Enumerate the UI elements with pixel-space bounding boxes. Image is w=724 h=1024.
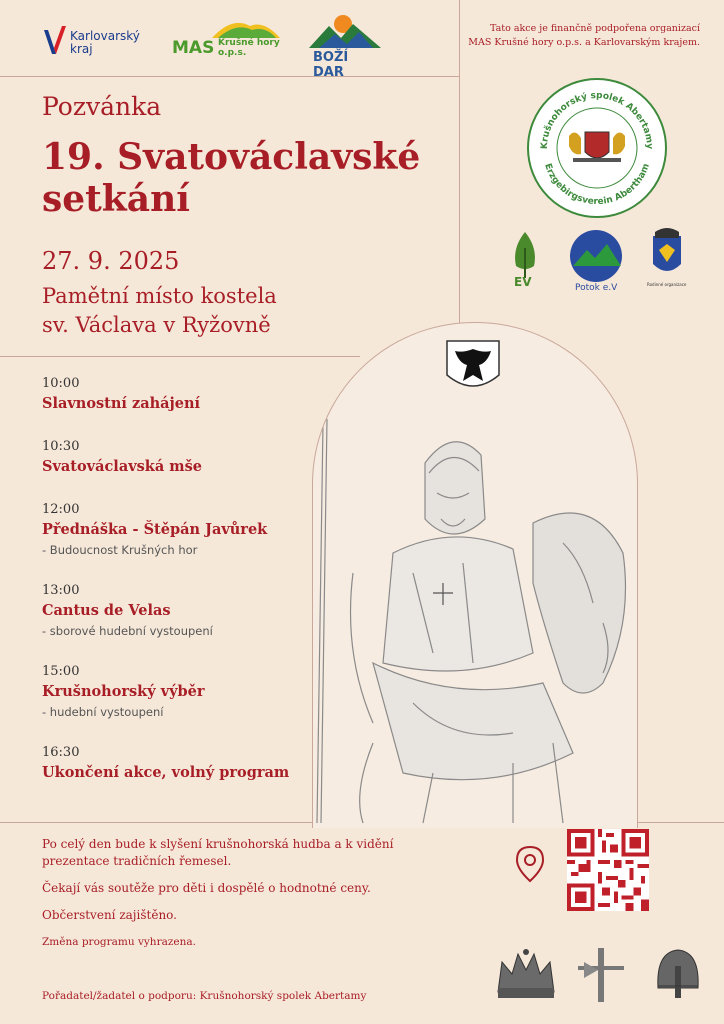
schedule-time: 15:00	[42, 664, 80, 679]
schedule-item	[42, 745, 322, 786]
schedule-desc: - sborové hudební vystoupení	[42, 624, 213, 638]
spolek-seal	[527, 78, 667, 218]
schedule-name: Svatováclavská mše	[42, 458, 203, 475]
info-refreshments: Občerstvení zajištěno.	[42, 908, 177, 922]
top-divider	[0, 76, 460, 77]
title-line-1: 19. Svatováclavské	[42, 136, 421, 178]
qr-code[interactable]	[567, 829, 649, 911]
schedule-desc: - Budoucnost Krušných hor	[42, 543, 198, 557]
schedule-time: 10:00	[42, 376, 80, 391]
mas-sub-1: Krušné hory	[218, 38, 280, 48]
schedule-desc: - hudební vystoupení	[42, 705, 164, 719]
schedule-name: Slavnostní zahájení	[42, 395, 201, 412]
mid-divider	[0, 356, 360, 357]
organizer: Pořadatel/žadatel o podporu: Krušnohorský spolek Abertamy	[42, 990, 367, 1002]
schedule-name: Ukončení akce, volný program	[42, 764, 290, 781]
schedule-item	[42, 502, 322, 561]
event-info	[42, 836, 422, 961]
mas-krusne-hory-logo	[172, 18, 282, 64]
bozi-dar-text: BOŽÍ DAR	[313, 50, 349, 80]
ev-logo	[502, 228, 548, 290]
ev-text: EV	[514, 275, 532, 289]
schedule-item	[42, 583, 322, 642]
schedule-item	[42, 439, 322, 480]
mas-sub-2: o.p.s.	[218, 48, 247, 58]
event-date: 27. 9. 2025	[42, 247, 180, 275]
title-line-2: setkání	[42, 178, 190, 220]
crown-icon	[494, 944, 558, 1002]
schedule-time: 13:00	[42, 583, 80, 598]
sponsor-note	[460, 22, 700, 50]
place-line-1: Pamětní místo kostela	[42, 284, 277, 308]
schedule-time: 12:00	[42, 502, 80, 517]
rodinne-logo	[645, 226, 689, 292]
schedule-name: Cantus de Velas	[42, 602, 171, 619]
mas-subtext	[218, 38, 280, 58]
seal-top-text: Krušnohorský spolek Abertamy	[539, 90, 655, 150]
seal-bottom-text: Erzgebirgsverein Abertham	[542, 162, 652, 208]
sponsor-line-2: MAS Krušné hory o.p.s. a Karlovarským krajem.	[468, 37, 700, 48]
schedule-time: 10:30	[42, 439, 80, 454]
svg-text:Erzgebirgsverein Abertham	[542, 162, 652, 207]
schedule-name: Přednáška - Štěpán Javůrek	[42, 521, 268, 538]
cross-reliquary-icon	[574, 944, 628, 1004]
info-competitions: Čekají vás soutěže pro děti i dospělé o hodnotné ceny.	[42, 881, 371, 895]
rodinne-text: Rodinné organizace	[647, 282, 687, 287]
schedule-name: Krušnohorský výběr	[42, 683, 205, 700]
karlovarsky-kraj-text: Karlovarský kraj	[70, 29, 140, 56]
schedule-item	[42, 376, 322, 417]
info-music: Po celý den bude k slyšení krušnohorská hudba a k vidění prezentace tradičních řemesel.	[42, 837, 394, 868]
location-pin-icon	[515, 845, 545, 887]
potok-text: Potok e.V	[575, 283, 618, 292]
mas-text: MAS	[172, 38, 215, 58]
helmet-icon	[652, 946, 704, 1002]
eagle-shield-icon	[447, 341, 499, 386]
place-line-2: sv. Václava v Ryžovně	[42, 313, 271, 337]
potok-logo	[565, 228, 627, 292]
bozi-dar-logo	[307, 14, 383, 80]
schedule-item	[42, 664, 322, 723]
info-change-notice: Změna programu vyhrazena.	[42, 936, 196, 948]
schedule	[42, 376, 322, 808]
event-place	[42, 282, 277, 340]
event-title	[42, 136, 482, 220]
schedule-time: 16:30	[42, 745, 80, 760]
sponsor-line-1: Tato akce je finančně podpořena organizací	[490, 23, 700, 34]
saint-wenceslas-illustration	[312, 322, 638, 828]
karlovarsky-kraj-logo	[42, 18, 152, 66]
invitation-label: Pozvánka	[42, 92, 162, 121]
